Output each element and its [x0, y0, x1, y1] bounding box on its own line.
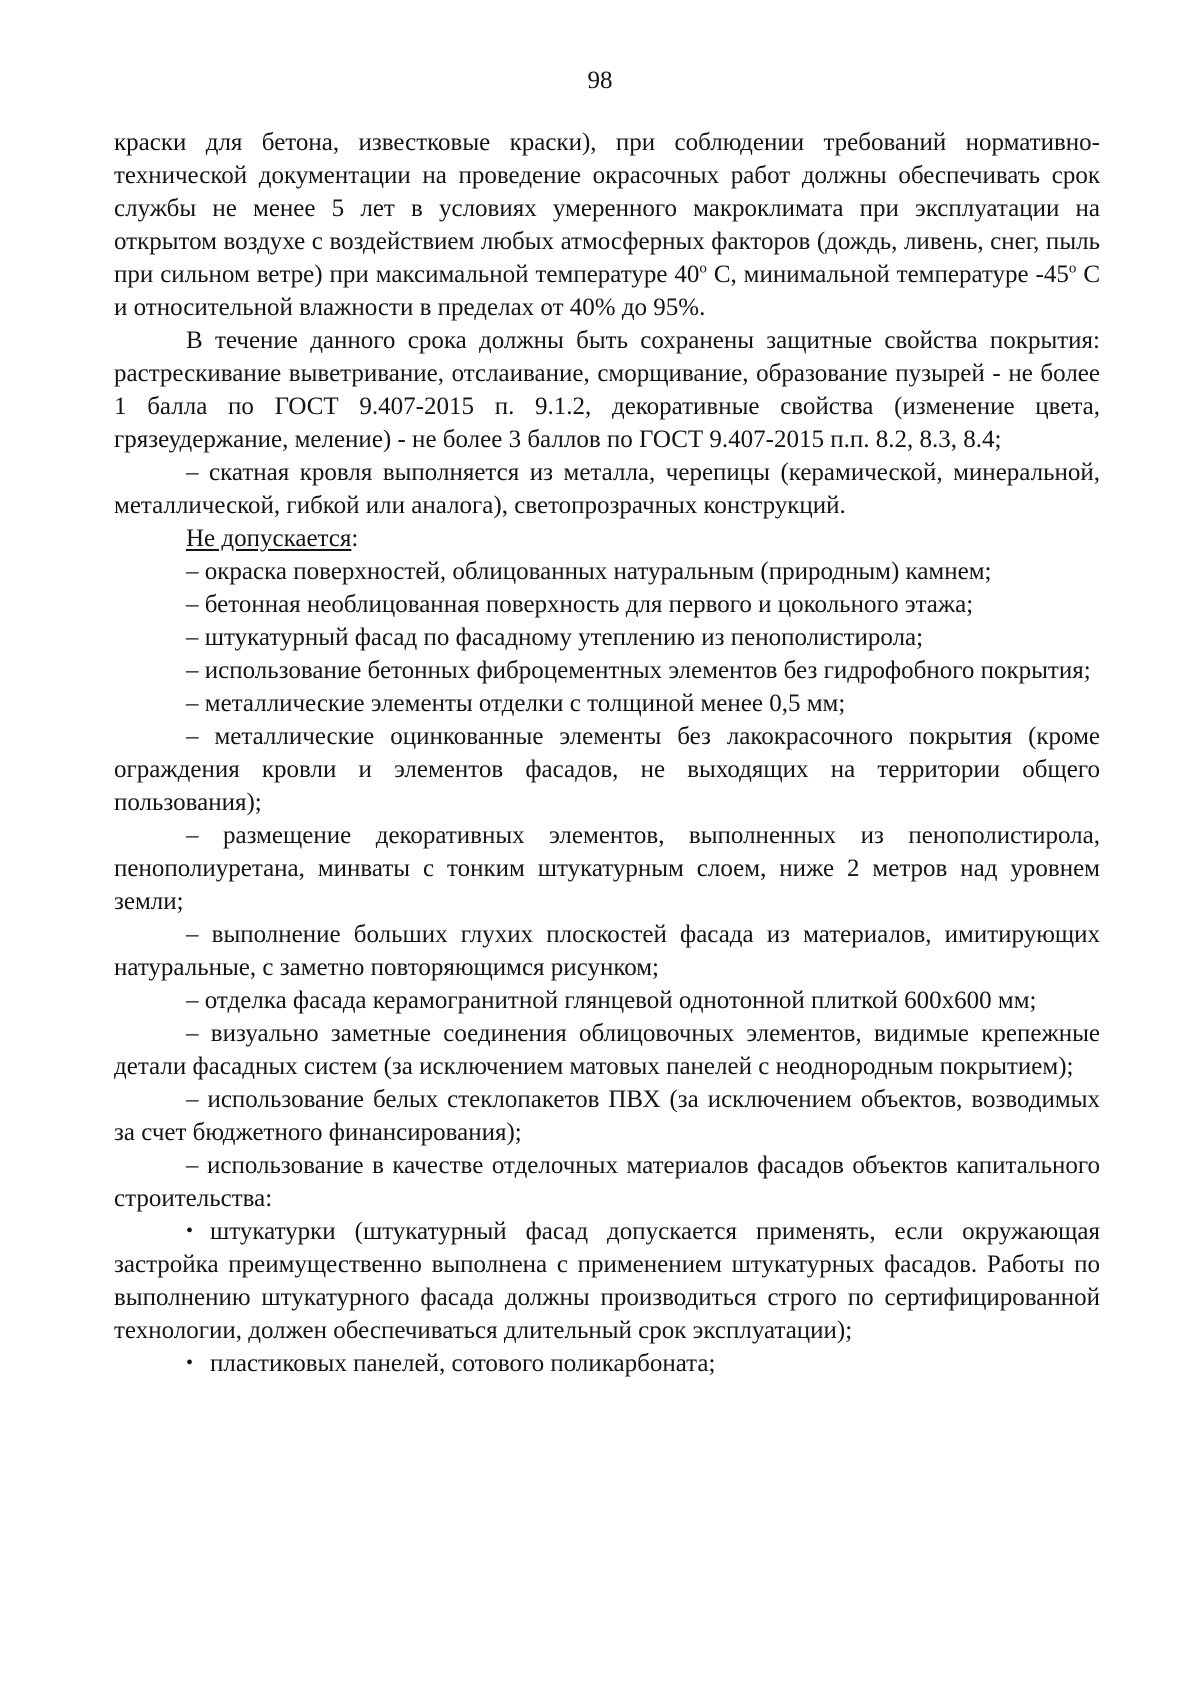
not-allowed-item: – отделка фасада керамогранитной глянцевой однотонной плиткой 600х600 мм; — [186, 987, 1037, 1014]
degree-mark: о — [699, 260, 707, 277]
not-allowed-item: – окраска поверхностей, облицованных натуральным (природным) камнем; — [186, 558, 992, 585]
paragraph-text: С и относительной влажности в пределах от 40% до 95%. — [114, 261, 1100, 321]
not-allowed-item: – размещение декоративных элементов, выполненных из пенополистирола, пенополиуретана, минваты с тонким штукатурным слоем, ниже 2 метров над уровнем земли; — [114, 822, 1100, 915]
page-body — [114, 126, 1100, 1380]
paragraph-pitched-roof: – скатная кровля выполняется из металла, черепицы (керамической, минеральной, металлической, гибкой или аналога), светопрозрачных конструкций. — [114, 459, 1100, 519]
not-allowed-item: – бетонная необлицованная поверхность для первого и цокольного этажа; — [186, 591, 974, 618]
paragraph-text: С, минимальной температуре -45 — [706, 261, 1069, 288]
page-number: 98 — [587, 67, 613, 94]
not-allowed-item: – металлические элементы отделки с толщиной менее 0,5 мм; — [186, 690, 846, 717]
paragraph-paint-service-life — [114, 126, 1100, 324]
paragraph-text: краски для бетона, известковые краски), при соблюдении требований нормативно-технической документации на проведение окрасочных работ должны обеспечивать срок службы не менее 5 лет в условиях умеренного макроклимата при эксплуатации на открытом воздухе с воздействием любых атмосферных факторов (дождь, ливень, снег, пыль при сильном ветре) при максимальной температуре 40 — [114, 129, 1100, 288]
not-allowed-item: – выполнение больших глухих плоскостей фасада из материалов, имитирующих натуральные, с заметно повторяющимся рисунком; — [114, 921, 1100, 981]
not-allowed-item: – использование бетонных фиброцементных элементов без гидрофобного покрытия; — [186, 657, 1091, 684]
not-allowed-item: – штукатурный фасад по фасадному утеплению из пенополистирола; — [186, 624, 924, 651]
degree-mark: о — [1068, 260, 1077, 277]
bullet-dot-icon: • — [186, 1352, 194, 1374]
bullet-dot-icon: • — [186, 1220, 194, 1242]
bullet-item-text: пластиковых панелей, сотового поликарбоната; — [210, 1350, 716, 1377]
not-allowed-heading-text: Не допускается — [186, 525, 352, 552]
not-allowed-item: – использование в качестве отделочных материалов фасадов объектов капитального строительства: — [114, 1152, 1100, 1212]
not-allowed-heading — [114, 522, 1100, 555]
not-allowed-item: – визуально заметные соединения облицовочных элементов, видимые крепежные детали фасадных систем (за исключением матовых панелей с неоднородным покрытием); — [114, 1020, 1100, 1080]
paragraph-protective-properties: В течение данного срока должны быть сохранены защитные свойства покрытия: растрескивание выветривание, отслаивание, сморщивание, образование пузырей - не более 1 балла по ГОСТ 9.407-2015 п. 9.1.2, декоративные свойства (изменение цвета, грязеудержание, меление) - не более 3 баллов по ГОСТ 9.407-2015 п.п. 8.2, 8.3, 8.4; — [114, 327, 1100, 453]
bullet-item-text: штукатурки (штукатурный фасад допускается применять, если окружающая застройка преимущественно выполнена с применением штукатурных фасадов. Работы по выполнению штукатурного фасада должны производиться строго по сертифицированной технологии, должен обеспечиваться длительный срок эксплуатации); — [114, 1218, 1100, 1344]
bullet-item-plaster — [114, 1215, 1100, 1347]
bullet-item-plastic-panels — [114, 1347, 1100, 1380]
heading-colon: : — [351, 525, 359, 552]
not-allowed-item: – металлические оцинкованные элементы без лакокрасочного покрытия (кроме ограждения кровли и элементов фасадов, не выходящих на территории общего пользования); — [114, 723, 1100, 816]
not-allowed-item: – использование белых стеклопакетов ПВХ (за исключением объектов, возводимых за счет бюджетного финансирования); — [114, 1086, 1100, 1146]
